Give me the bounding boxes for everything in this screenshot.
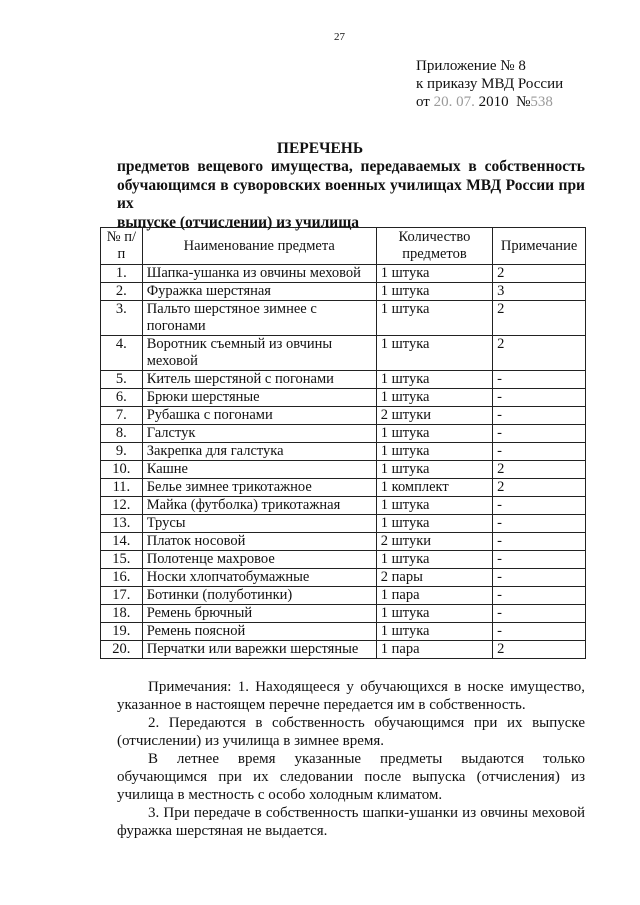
- number-prefix: №: [516, 94, 531, 110]
- page-number: 27: [334, 31, 345, 43]
- table-row: [101, 389, 586, 407]
- table-row: [101, 283, 586, 301]
- cell-name: Воротник съемный из овчины меховой: [142, 336, 376, 371]
- cell-num: 13.: [101, 515, 143, 533]
- cell-name: Кашне: [142, 461, 376, 479]
- cell-num: 16.: [101, 569, 143, 587]
- table-row: [101, 497, 586, 515]
- cell-qty: 2 штуки: [376, 533, 492, 551]
- cell-num: 11.: [101, 479, 143, 497]
- cell-name: Китель шерстяной с погонами: [142, 371, 376, 389]
- cell-name: Шапка-ушанка из овчины меховой: [142, 265, 376, 283]
- handwritten-number: 538: [530, 94, 553, 110]
- cell-qty: 1 комплект: [376, 479, 492, 497]
- cell-qty: 1 пара: [376, 587, 492, 605]
- cell-name: Брюки шерстяные: [142, 389, 376, 407]
- cell-qty: 1 штука: [376, 389, 492, 407]
- table-row: [101, 336, 586, 371]
- cell-name: Ботинки (полуботинки): [142, 587, 376, 605]
- table-row: [101, 407, 586, 425]
- cell-qty: 1 штука: [376, 461, 492, 479]
- cell-note: -: [493, 623, 586, 641]
- cell-note: -: [493, 515, 586, 533]
- cell-note: 2: [493, 301, 586, 336]
- cell-name: Белье зимнее трикотажное: [142, 479, 376, 497]
- cell-note: -: [493, 551, 586, 569]
- cell-qty: 1 штука: [376, 443, 492, 461]
- cell-num: 19.: [101, 623, 143, 641]
- cell-name: Галстук: [142, 425, 376, 443]
- table-row: [101, 265, 586, 283]
- cell-qty: 1 штука: [376, 605, 492, 623]
- table-row: [101, 605, 586, 623]
- cell-name: Ремень поясной: [142, 623, 376, 641]
- cell-qty: 1 штука: [376, 551, 492, 569]
- appendix-date-line: [416, 93, 563, 111]
- cell-qty: 1 пара: [376, 641, 492, 659]
- cell-qty: 1 штука: [376, 371, 492, 389]
- table-row: [101, 569, 586, 587]
- table-row: [101, 533, 586, 551]
- cell-note: -: [493, 371, 586, 389]
- table-row: [101, 479, 586, 497]
- cell-num: 10.: [101, 461, 143, 479]
- year: 2010: [474, 94, 513, 110]
- table-row: [101, 623, 586, 641]
- appendix-line-2: к приказу МВД России: [416, 76, 564, 92]
- cell-note: 2: [493, 336, 586, 371]
- table-body: [101, 265, 586, 659]
- cell-num: 9.: [101, 443, 143, 461]
- table-row: [101, 587, 586, 605]
- cell-note: -: [493, 497, 586, 515]
- cell-note: -: [493, 407, 586, 425]
- note-2-continued: В летнее время указанные предметы выдаются только обучающимся при их следовании после выпуска (отчисления) из училища в местность с особо холодным климатом.: [117, 751, 585, 803]
- cell-note: -: [493, 533, 586, 551]
- cell-qty: 1 штука: [376, 283, 492, 301]
- subtitle-line-2: обучающимся в суворовских военных училищах МВД России при их: [117, 176, 585, 212]
- table-row: [101, 425, 586, 443]
- appendix-header: [416, 57, 563, 111]
- cell-num: 2.: [101, 283, 143, 301]
- cell-qty: 1 штука: [376, 265, 492, 283]
- date-prefix: от: [416, 94, 434, 110]
- cell-qty: 1 штука: [376, 497, 492, 515]
- cell-num: 1.: [101, 265, 143, 283]
- cell-qty: 1 штука: [376, 623, 492, 641]
- cell-num: 17.: [101, 587, 143, 605]
- document-subtitle: [117, 158, 585, 232]
- cell-qty: 2 пары: [376, 569, 492, 587]
- cell-name: Ремень брючный: [142, 605, 376, 623]
- cell-note: -: [493, 389, 586, 407]
- cell-note: 2: [493, 479, 586, 497]
- header-num: № п/п: [101, 228, 143, 265]
- cell-qty: 1 штука: [376, 301, 492, 336]
- cell-name: Платок носовой: [142, 533, 376, 551]
- header-note: Примечание: [493, 228, 586, 265]
- cell-num: 14.: [101, 533, 143, 551]
- cell-qty: 1 штука: [376, 515, 492, 533]
- table-row: [101, 443, 586, 461]
- cell-qty: 2 штуки: [376, 407, 492, 425]
- cell-num: 6.: [101, 389, 143, 407]
- table-row: [101, 551, 586, 569]
- cell-note: 3: [493, 283, 586, 301]
- appendix-line-1: Приложение № 8: [416, 58, 526, 74]
- cell-note: 2: [493, 265, 586, 283]
- table-row: [101, 301, 586, 336]
- cell-qty: 1 штука: [376, 336, 492, 371]
- cell-num: 3.: [101, 301, 143, 336]
- table-header-row: [101, 228, 586, 265]
- cell-name: Перчатки или варежки шерстяные: [142, 641, 376, 659]
- cell-note: -: [493, 569, 586, 587]
- cell-name: Носки хлопчатобумажные: [142, 569, 376, 587]
- cell-num: 15.: [101, 551, 143, 569]
- table-row: [101, 515, 586, 533]
- handwritten-date: 20. 07.: [433, 94, 475, 110]
- header-name: Наименование предмета: [142, 228, 376, 265]
- cell-num: 20.: [101, 641, 143, 659]
- table-row: [101, 461, 586, 479]
- table-row: [101, 371, 586, 389]
- cell-num: 8.: [101, 425, 143, 443]
- cell-num: 18.: [101, 605, 143, 623]
- notes-section: [117, 678, 585, 840]
- cell-num: 12.: [101, 497, 143, 515]
- cell-num: 7.: [101, 407, 143, 425]
- cell-num: 5.: [101, 371, 143, 389]
- cell-num: 4.: [101, 336, 143, 371]
- note-2: 2. Передаются в собственность обучающимся при их выпуске (отчислении) из училища в зимнее время.: [117, 715, 585, 749]
- cell-name: Пальто шерстяное зимнее с погонами: [142, 301, 376, 336]
- cell-qty: 1 штука: [376, 425, 492, 443]
- cell-name: Фуражка шерстяная: [142, 283, 376, 301]
- note-3: 3. При передаче в собственность шапки-ушанки из овчины меховой фуражка шерстяная не выдается.: [117, 805, 585, 839]
- cell-name: Полотенце махровое: [142, 551, 376, 569]
- items-table: [100, 227, 586, 659]
- subtitle-line-3: выпуске (отчислении) из училища: [117, 213, 360, 231]
- cell-name: Рубашка с погонами: [142, 407, 376, 425]
- table-row: [101, 641, 586, 659]
- cell-note: 2: [493, 461, 586, 479]
- cell-name: Трусы: [142, 515, 376, 533]
- cell-note: -: [493, 587, 586, 605]
- note-1: Примечания: 1. Находящееся у обучающихся в носке имущество, указанное в настоящем перечне передается им в собственность.: [117, 679, 585, 713]
- cell-name: Майка (футболка) трикотажная: [142, 497, 376, 515]
- cell-note: 2: [493, 641, 586, 659]
- cell-note: -: [493, 605, 586, 623]
- cell-note: -: [493, 443, 586, 461]
- header-qty: Количество предметов: [376, 228, 492, 265]
- subtitle-line-1: предметов вещевого имущества, передаваемых в собственность: [117, 158, 585, 175]
- cell-name: Закрепка для галстука: [142, 443, 376, 461]
- document-title: ПЕРЕЧЕНЬ: [276, 140, 364, 157]
- cell-note: -: [493, 425, 586, 443]
